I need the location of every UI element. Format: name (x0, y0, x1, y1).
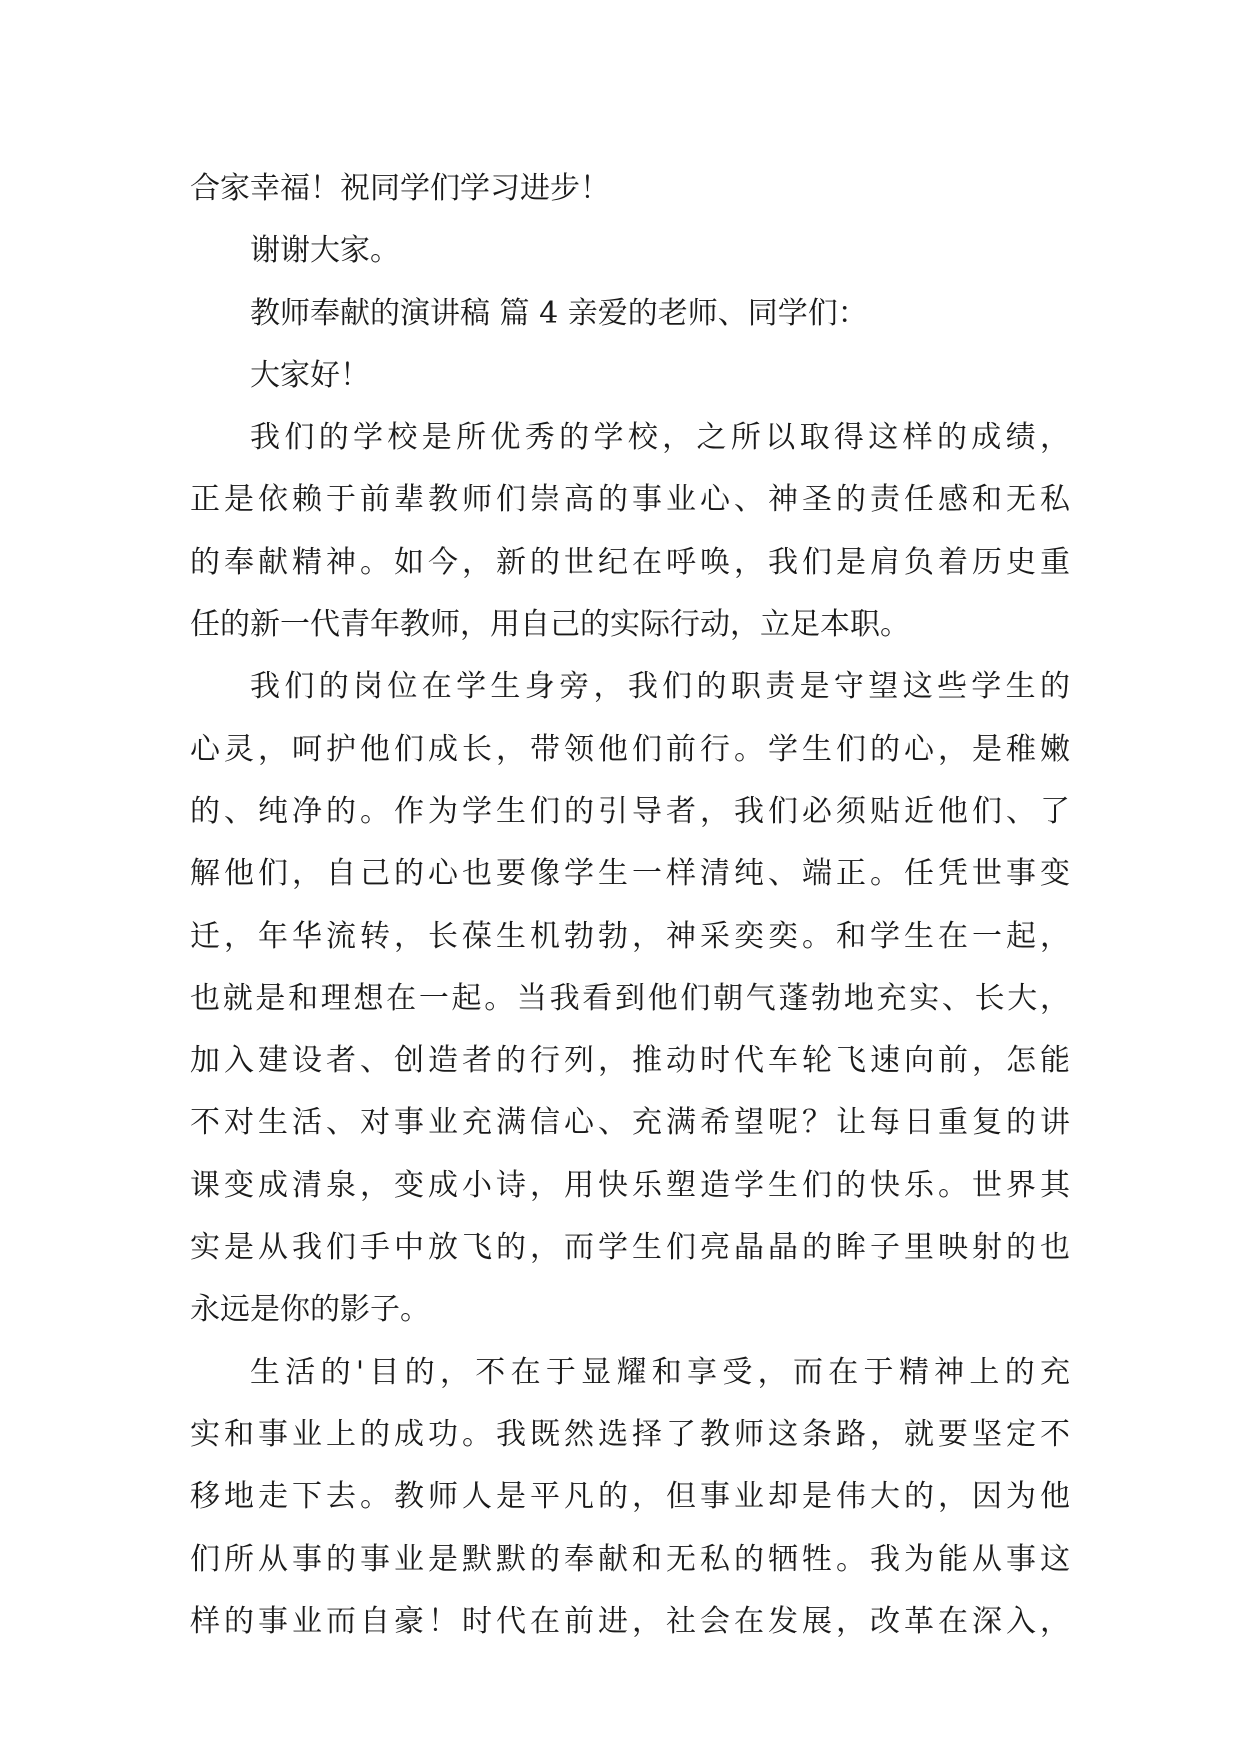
text-line: 我们的岗位在学生身旁，我们的职责是守望这些学生的 (250, 669, 1070, 705)
text-line: 迁，年华流转，长葆生机勃勃，神采奕奕。和学生在一起， (190, 918, 1070, 954)
text-line: 们所从事的事业是默默的奉献和无私的牺牲。我为能从事这 (190, 1541, 1070, 1577)
text-line: 也就是和理想在一起。当我看到他们朝气蓬勃地充实、长大， (190, 980, 1070, 1016)
text-line: 永远是你的影子。 (190, 1292, 430, 1328)
text-line: 实和事业上的成功。我既然选择了教师这条路，就要坚定不 (190, 1416, 1070, 1452)
text-line: 移地走下去。教师人是平凡的，但事业却是伟大的，因为他 (190, 1479, 1070, 1515)
text-line: 生活的'目的，不在于显耀和享受，而在于精神上的充 (250, 1354, 1070, 1390)
text-line: 课变成清泉，变成小诗，用快乐塑造学生们的快乐。世界其 (190, 1167, 1070, 1203)
text-line: 加入建设者、创造者的行列，推动时代车轮飞速向前，怎能 (190, 1043, 1070, 1079)
text-line: 合家幸福！祝同学们学习进步！ (190, 171, 610, 206)
text-line: 的奉献精神。如今，新的世纪在呼唤，我们是肩负着历史重 (190, 544, 1070, 580)
text-line: 心灵，呵护他们成长，带领他们前行。学生们的心，是稚嫩 (190, 731, 1070, 767)
text-line: 解他们，自己的心也要像学生一样清纯、端正。任凭世事变 (190, 856, 1070, 892)
text-line: 大家好！ (250, 357, 370, 393)
text-line: 的、纯净的。作为学生们的引导者，我们必须贴近他们、了 (190, 793, 1070, 829)
text-line: 教师奉献的演讲稿 篇 4 亲爱的老师、同学们： (250, 295, 868, 331)
text-line: 谢谢大家。 (250, 233, 400, 269)
text-line: 实是从我们手中放飞的，而学生们亮晶晶的眸子里映射的也 (190, 1230, 1070, 1266)
text-line: 不对生活、对事业充满信心、充满希望呢？让每日重复的讲 (190, 1105, 1070, 1141)
document-body (190, 158, 1070, 1653)
text-line: 样的事业而自豪！时代在前进，社会在发展，改革在深入， (190, 1603, 1070, 1639)
text-line: 任的新一代青年教师，用自己的实际行动，立足本职。 (190, 607, 910, 643)
text-line: 我们的学校是所优秀的学校，之所以取得这样的成绩， (250, 420, 1070, 456)
text-line: 正是依赖于前辈教师们崇高的事业心、神圣的责任感和无私 (190, 482, 1070, 518)
